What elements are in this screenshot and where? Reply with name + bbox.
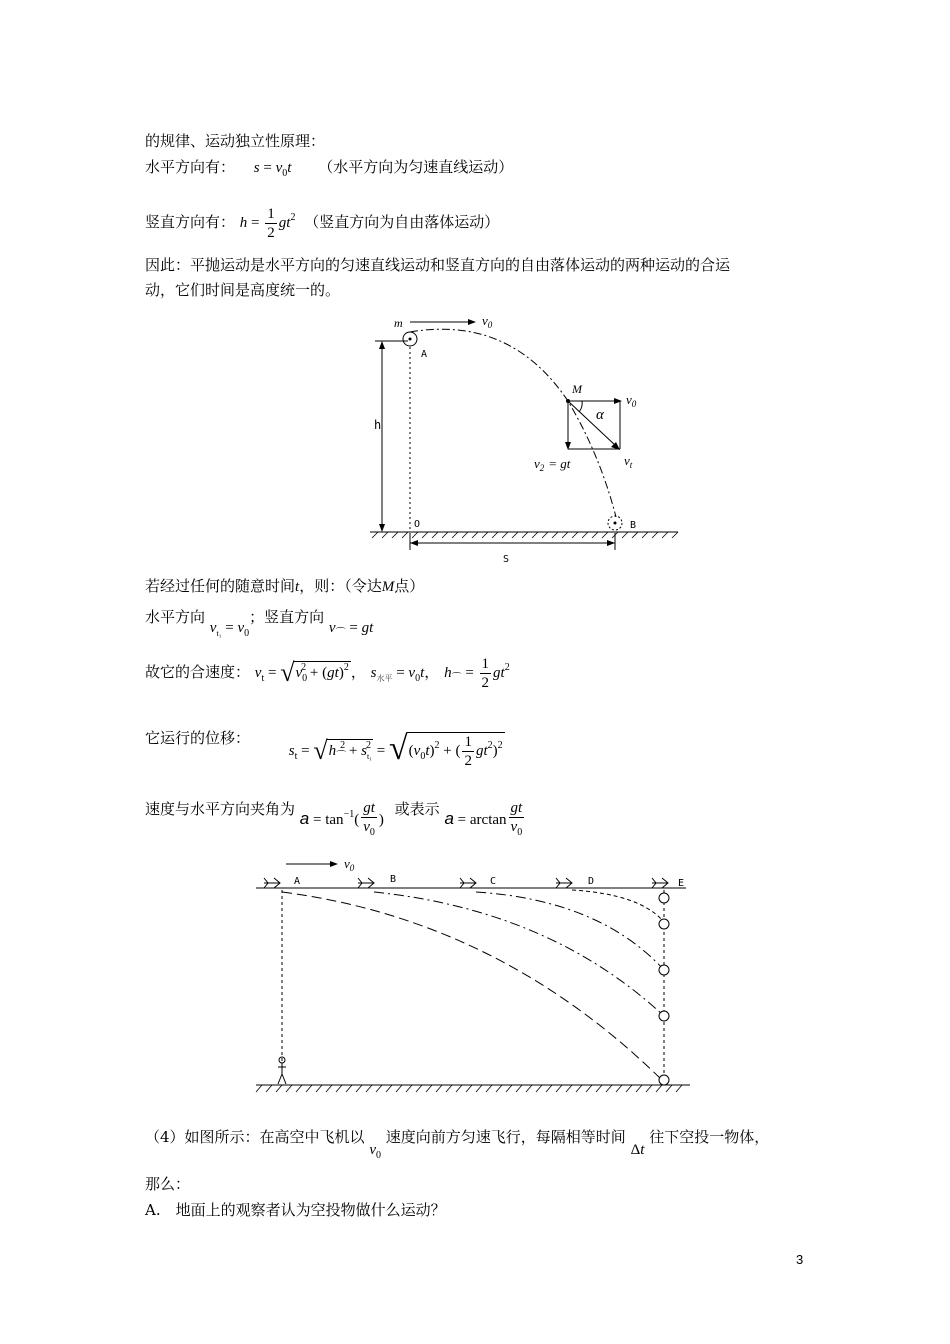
- observer-figure: [278, 1057, 286, 1084]
- any-time-line: 若经过任何的随意时间t，则：（令达M点）: [145, 577, 425, 595]
- label-b: B: [390, 874, 397, 885]
- combined-velocity-line: 故它的合速度： $v_t = √v_0^2 + (gt)^2$ ， $s_{水平} = v_0t$， $h_⌒$ = $\frac{1}{2}$ $gt^2$: [145, 656, 510, 691]
- label-m: m: [394, 316, 403, 330]
- ground-hatch: [372, 532, 678, 538]
- angle-line: 速度与水平方向夹角为 $a = \tan^{-1}$( $\frac{gt}{v_0}$ ) 或表示 a = arctan $\frac{gt}{v_0}$: [145, 799, 523, 838]
- plane-e: [652, 878, 668, 888]
- trajectory-d: [572, 890, 664, 922]
- plane-d: [556, 878, 572, 888]
- label-vt: $v_t$: [624, 453, 633, 470]
- eq-s-v0t: $s = v_0t$: [253, 160, 292, 179]
- label-v0-m: $v_0$: [626, 392, 637, 409]
- label-alpha: α: [596, 407, 604, 423]
- trajectory: [410, 329, 616, 517]
- plane-c: [460, 878, 476, 888]
- eq-h-half-gt2: h = $\frac{1}{2}$ $gt^2$: [239, 206, 296, 241]
- horizontal-equation-line: 水平方向有： $s = v_0t$ （水平方向为匀速直线运动）: [145, 158, 514, 179]
- component-velocity-line: 水平方向 $v_{t_1} = v_0$；竖直方向 $v_⌒$ = gt: [145, 608, 374, 639]
- label-s: S: [503, 554, 510, 565]
- label-v2: $v_2$ = gt: [534, 456, 571, 473]
- trajectory-b: [374, 892, 664, 1016]
- trajectory-a: [282, 892, 664, 1082]
- label-e: E: [678, 878, 685, 889]
- question-4-line: （4）如图所示：在高空中飞机以 $v_0$ 速度向前方匀速飞行，每隔相等时间 Δt 往下空投一物体，: [145, 1128, 770, 1161]
- page-number: 3: [796, 1252, 804, 1267]
- label-v0: $v_0$: [344, 856, 355, 873]
- label-a: A: [294, 876, 301, 887]
- projectile-diagram: [360, 305, 690, 570]
- plane-a: [264, 878, 280, 888]
- label-h: h: [374, 418, 382, 432]
- label-a: A: [421, 349, 428, 360]
- label-d: D: [588, 876, 595, 887]
- label-v0-top: $v_0$: [482, 313, 493, 330]
- label-o: O: [414, 519, 421, 530]
- vertical-equation-line: 竖直方向有： h = $\frac{1}{2}$ $gt^2$ （竖直方向为自由落体运动）: [145, 206, 500, 241]
- therefore-line-2: 动，它们时间是高度统一的。: [145, 281, 341, 299]
- label-m-point: M: [572, 382, 582, 396]
- plane-b: [358, 878, 374, 888]
- item-a-line: A. 地面上的观察者认为空投物做什么运动？: [145, 1201, 446, 1219]
- label-c: C: [490, 876, 497, 887]
- intro-line: 的规律、运动独立性原理：: [145, 132, 326, 150]
- label-b: B: [630, 520, 637, 531]
- trajectory-c: [476, 892, 664, 970]
- then-line: 那么：: [145, 1175, 191, 1193]
- airdrop-diagram: [250, 850, 695, 1100]
- therefore-line-1: 因此：平抛运动是水平方向的匀速直线运动和竖直方向的自由落体运动的两种运动的合运: [145, 256, 731, 274]
- displacement-line: 它运行的位移： $s_t = √h_⌒^2 + s_{t_1}^2 = √(v_0t)^2$ + ( $\frac{1}{2}$ $gt^2)^2$: [145, 729, 503, 770]
